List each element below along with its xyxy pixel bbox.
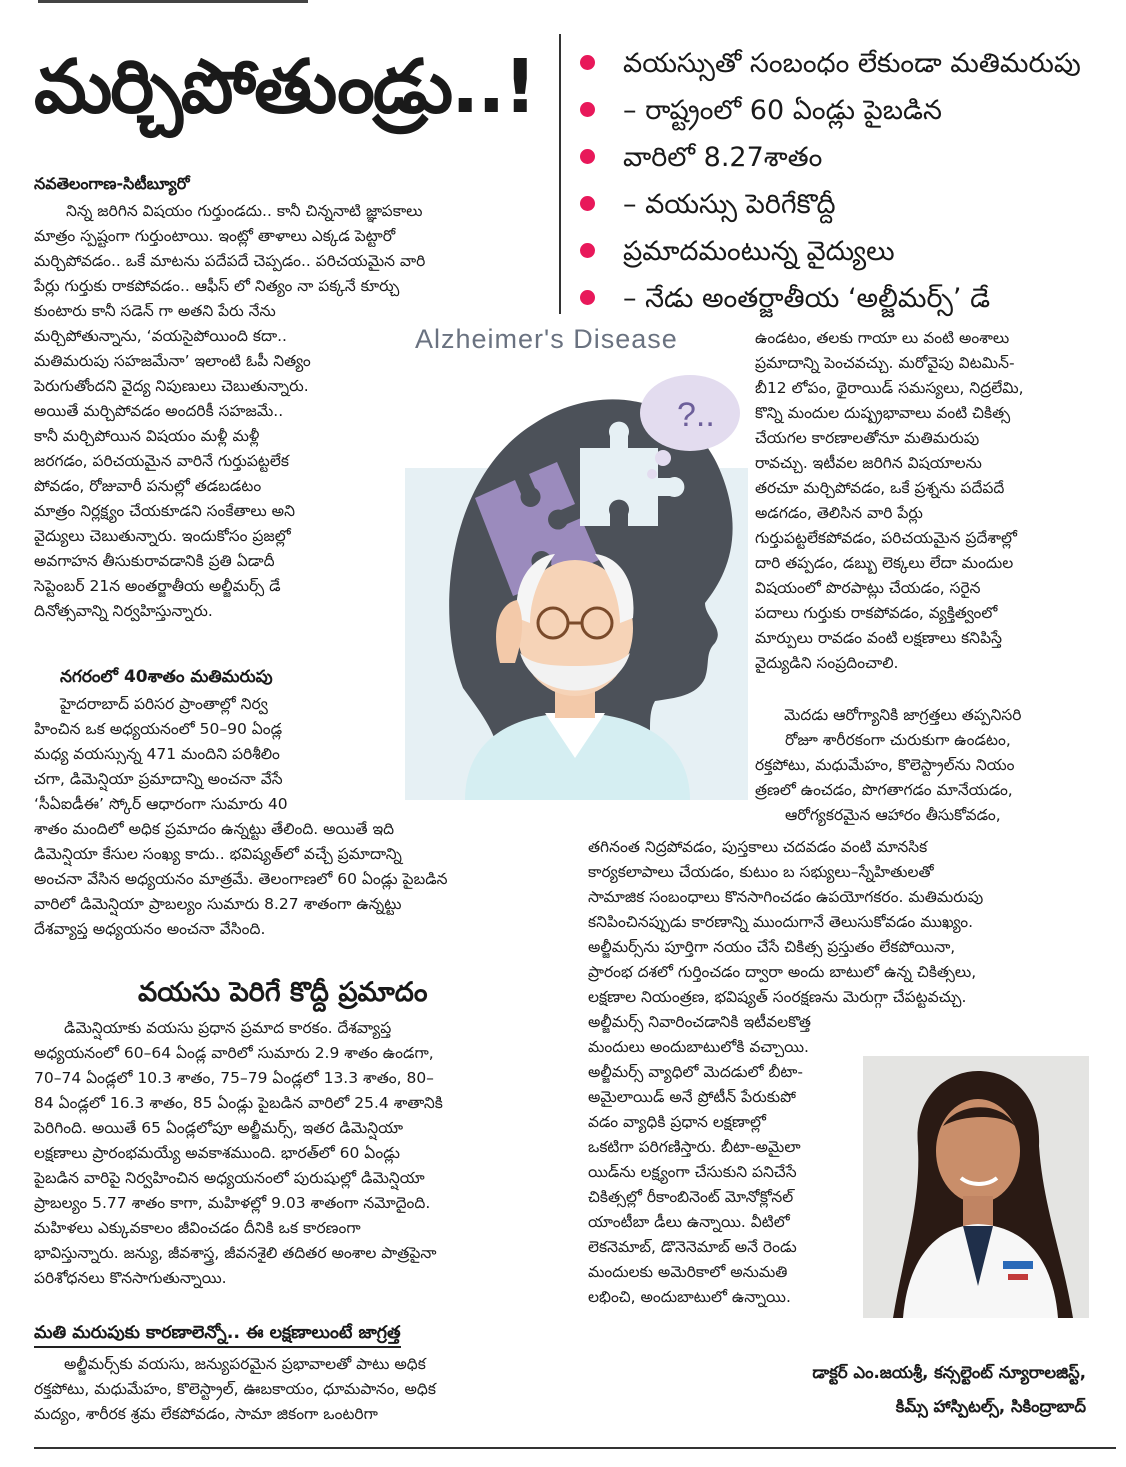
col3-paragraph-bottom: మందులు అందుబాటులోకి వచ్చాయి. అల్జీమర్స్ వ్యాధిలో మెదడులో బీటా- అమైలాయిడ్ అనే ప్రోటీన్ పేరుకుపో వడం వ్యాధికి ప్రధాన లక్షణాల్లో ఒకటిగా పరిగణిస్తారు. బీటా-అమైలా యిడ్‌ను లక్ష్యంగా చేసుకుని పనిచేసే చికిత్సల్లో రీకాంబినెంట్ మోనోక్లోనల్ యాంటీబా డీలు ఉన్నాయి. వీటిలో లెకనెమాబ్, డొనెనెమాబ్ అనే రెండు మందులకు అమెరికాలో అనుమతి లభించి, అందుబాటులో ఉన్నాయి. <box>588 1038 809 1306</box>
doctor-photo <box>863 1056 1089 1318</box>
highlight-item: – నేడు అంతర్జాతీయ ‘అల్జీమర్స్’ డే <box>578 275 1118 322</box>
highlight-item: వారిలో 8.27శాతం <box>578 134 1118 181</box>
subheading-causes: మతి మరుపుకు కారణాలెన్నో.. ఈ లక్షణాలుంటే జాగ్రత్త <box>34 1320 401 1348</box>
city-paragraph-wide: శాతం మందిలో అధిక ప్రమాదం ఉన్నట్టు తేలింది. అయితే ఇది డిమెన్షియా కేసుల సంఖ్య కాదు.. భవిష్యత్‌లో వచ్చే ప్రమాదాన్ని అంచనా వేసిన అధ్యయనం మాత్రమే. తెలంగాణలో 60 ఏండ్లు పైబడిన వారిలో డిమెన్షియా ప్రాబల్యం సుమారు 8.27 శాతంగా ఉన్నట్టు దేశవ్యాప్త అధ్యయనం అంచనా వేసింది. <box>34 820 448 938</box>
doctor-credit-hospital: కిమ్స్ హాస్పిటల్స్, సికింద్రాబాద్ <box>895 1397 1086 1416</box>
city-paragraph-narrow: హైదరాబాద్ పరిసర ప్రాంతాల్లో నిర్వ హించిన ఒక అధ్యయనంలో 50–90 ఏండ్ల మధ్య వయస్సున్న 471 మందిని పరిశీలిం చగా, డిమెన్షియా ప్రమాదాన్ని అంచనా వేసే ‘సీఏఐడీఈ’ స్కోర్ ఆధారంగా సుమారు 40 <box>34 695 288 813</box>
dateline: నవతెలంగాణ-సిటీబ్యూరో <box>34 174 190 193</box>
highlight-item: ప్రమాదమంటున్న వైద్యులు <box>578 228 1118 275</box>
top-rule <box>38 0 308 3</box>
question-mark-icon: ?.. <box>677 396 715 434</box>
subheading-city: నగరంలో 40శాతం మతిమరుపు <box>60 667 273 687</box>
col3-paragraph-mid: రోజూ శారీరకంగా చురుకుగా ఉండటం, రక్తపోటు, మధుమేహం, కొలెస్ట్రాల్‌ను నియం త్రణలో ఉంచడం, పొగతాగడం మానేయడం, ఆరోగ్యకరమైన ఆహారం తీసుకోవడం, <box>755 731 1015 824</box>
brain-health-subhead: మెదడు ఆరోగ్యానికి జాగ్రత్తలు తప్పనిసరి <box>784 706 1022 724</box>
intro-paragraph-narrow: కుంటారు కానీ సడెన్ గా అతని పేరు నేను మర్చిపోతున్నాను, ‘వయసైపోయింది కదా.. మతిమరుపు సహజమేనా’ ఇలాంటి ఓపీ నిత్యం పెరుగుతోందని వైద్య నిపుణులు చెబుతున్నారు. అయితే మర్చిపోవడం అందరికీ సహజమే.. కానీ మర్చిపోయిన విషయం మళ్లీ మళ్లీ జరగడం, పరిచయమైన వారినే గుర్తుపట్టలేక పోవడం, రోజువారీ పనుల్లో తడబడటం మాత్రం నిర్లక్ష్యం చేయకూడని సంకేతాలు అని వైద్యులు చెబుతున్నారు. ఇందుకోసం ప్రజల్లో అవగాహన తీసుకురావడానికి ప్రతి ఏడాదీ సెప్టెంబర్ 21న అంతర్జాతీయ అల్జీమర్స్ డే దినోత్సవాన్ని నిర్వహిస్తున్నారు. <box>34 302 311 620</box>
doctor-credit-name: డాక్టర్ ఎం.జయశ్రీ, కన్సల్టెంట్ న్యూరాలజిస్ట్, <box>812 1363 1086 1382</box>
highlight-item: వయస్సుతో సంబంధం లేకుండా మతిమరుపు <box>578 40 1118 87</box>
bullet-dot-icon <box>580 55 595 70</box>
highlights-list <box>578 40 1118 322</box>
headline: మర్చిపోతుండ్రు..! <box>34 44 536 130</box>
vertical-divider <box>559 34 561 314</box>
brain-head-illustration <box>405 318 748 800</box>
doctor-portrait-image <box>863 1056 1089 1318</box>
bottom-rule <box>34 1447 1116 1449</box>
bullet-dot-icon <box>580 102 595 117</box>
bullet-dot-icon <box>580 196 595 211</box>
alzheimers-illustration <box>405 318 748 800</box>
illustration-title: Alzheimer's Disease <box>415 324 678 354</box>
bullet-dot-icon <box>580 290 595 305</box>
bullet-dot-icon <box>580 149 595 164</box>
highlight-item: – వయస్సు పెరిగేకొద్దీ <box>578 181 1118 228</box>
col3-paragraph-top: ఉండటం, తలకు గాయా లు వంటి అంశాలు ప్రమాదాన్ని పెంచవచ్చు. మరోవైపు విటమిన్- బీ12 లోపం, థైరాయిడ్ సమస్యలు, నిద్రలేమి, కొన్ని మందుల దుష్ప్రభావాలు వంటి చికిత్స చేయగల కారణాలతోనూ మతిమరుపు రావచ్చు. ఇటీవల జరిగిన విషయాలను తరచూ మర్చిపోవడం, ఒకే ప్రశ్నను పదేపదే అడగడం, తెలిసిన వారి పేర్లు గుర్తుపట్టలేకపోవడం, పరిచయమైన ప్రదేశాల్లో దారి తప్పడం, డబ్బు లెక్కలు లేదా మందుల విషయంలో పొరపాట్లు చేయడం, సరైన పదాలు గుర్తుకు రాకపోవడం, వ్యక్తిత్వంలో మార్పులు రావడం వంటి లక్షణాలు కనిపిస్తే వైద్యుడిని సంప్రదించాలి. <box>755 329 1024 672</box>
wide-right-paragraph: తగినంత నిద్రపోవడం, పుస్తకాలు చదవడం వంటి మానసిక కార్యకలాపాలు చేయడం, కుటుం బ సభ్యులు–స్నేహితులతో సామాజిక సంబంధాలు కొనసాగించడం ఉపయోగకరం. మతిమరుపు కనిపించినప్పుడు కారణాన్ని ముందుగానే తెలుసుకోవడం ముఖ్యం. అల్జీమర్స్‌ను పూర్తిగా నయం చేసే చికిత్స ప్రస్తుతం లేకపోయినా, ప్రారంభ దశలో గుర్తించడం ద్వారా అందు బాటులో ఉన్న చికిత్సలు, లక్షణాల నియంత్రణ, భవిష్యత్ సంరక్షణను మెరుగ్గా చేపట్టవచ్చు. అల్జీమర్స్ నివారించడానికి ఇటీవలకొత్త <box>588 838 984 1031</box>
intro-paragraph-top: నిన్న జరిగిన విషయం గుర్తుండదు.. కానీ చిన్ననాటి జ్ఞాపకాలు మాత్రం స్పష్టంగా గుర్తుంటాయి. ఇంట్లో తాళాలు ఎక్కడ పెట్టారో మర్చిపోవడం.. ఒకే మాటను పదేపదే చెప్పడం.. పరిచయమైన వారి పేర్లు గుర్తుకు రాకపోవడం.. ఆఫీస్ లో నిత్యం నా పక్కనే కూర్చు <box>34 202 426 295</box>
causes-paragraph: అల్జీమర్స్‌కు వయసు, జన్యుపరమైన ప్రభావాలతో పాటు అధిక రక్తపోటు, మధుమేహం, కొలెస్ట్రాల్, ఊబకాయం, ధూమపానం, అధిక మద్యం, శారీరక శ్రమ లేకపోవడం, సామా జికంగా ఒంటరిగా <box>34 1355 436 1423</box>
bullet-dot-icon <box>580 243 595 258</box>
subheading-age-risk: వయసు పెరిగే కొద్దీ ప్రమాదం <box>138 977 428 1008</box>
highlight-item: – రాష్ట్రంలో 60 ఏండ్లు పైబడిన <box>578 87 1118 134</box>
age-risk-paragraph: డిమెన్షియాకు వయసు ప్రధాన ప్రమాద కారకం. దేశవ్యాప్త అధ్యయనంలో 60–64 ఏండ్ల వారిలో సుమారు 2.9 శాతం ఉండగా, 70–74 ఏండ్లలో 10.3 శాతం, 75–79 ఏండ్లలో 13.3 శాతం, 80– 84 ఏండ్లలో 16.3 శాతం, 85 ఏండ్లు పైబడిన వారిలో 25.4 శాతానికి పెరిగింది. అయితే 65 ఏండ్లలోపూ అల్జీమర్స్, ఇతర డిమెన్షియా లక్షణాలు ప్రారంభమయ్యే అవకాశముంది. భారత్‌లో 60 ఏండ్లు పైబడిన వారిపై నిర్వహించిన అధ్యయనంలో పురుషుల్లో డిమెన్షియా ప్రాబల్యం 5.77 శాతం కాగా, మహిళల్లో 9.03 శాతంగా నమోదైంది. మహిళలు ఎక్కువకాలం జీవించడం దీనికి ఒక కారణంగా భావిస్తున్నారు. జన్యు, జీవశాస్త్ర, జీవనశైలి తదితర అంశాల పాత్రపైనా పరిశోధనలు కొనసాగుతున్నాయి. <box>34 1019 443 1287</box>
